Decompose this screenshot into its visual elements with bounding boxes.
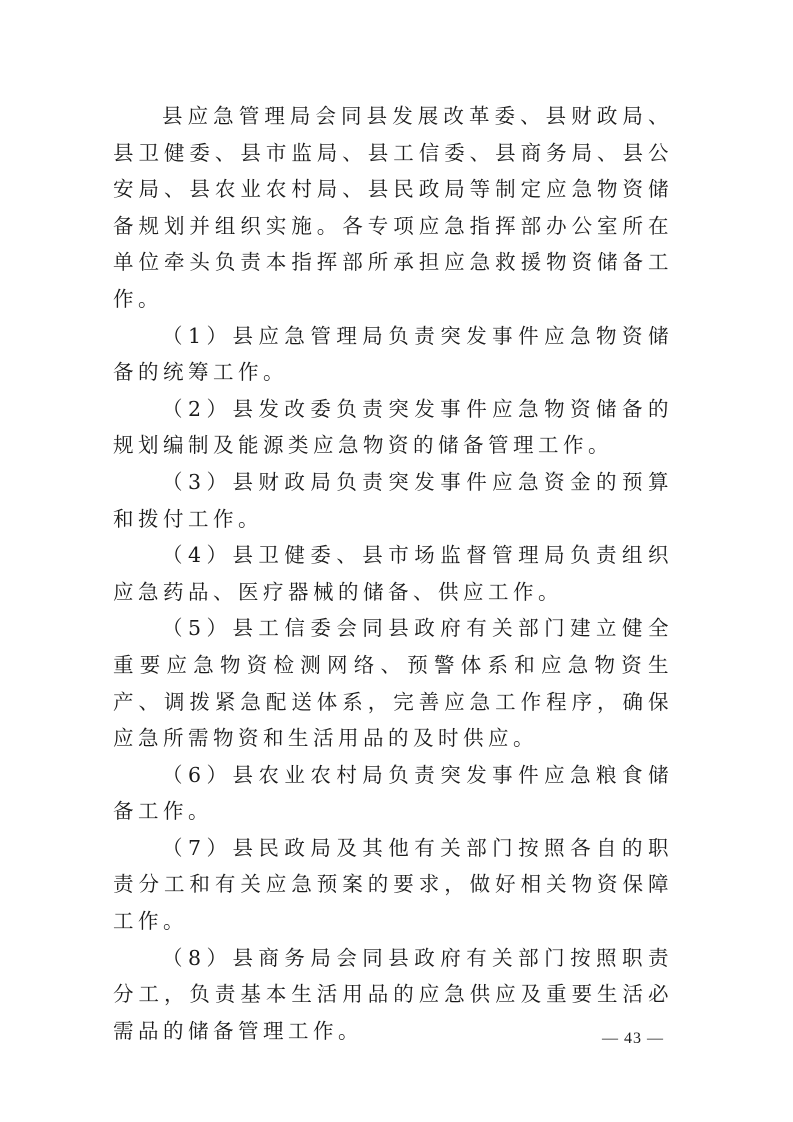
paragraph-item-1: （1）县应急管理局负责突发事件应急物资储备的统筹工作。: [113, 323, 673, 385]
paragraph-item-3: （3）县财政局负责突发事件应急资金的预算和拨付工作。: [113, 469, 673, 531]
paragraph-intro: 县应急管理局会同县发展改革委、县财政局、县卫健委、县市监局、县工信委、县商务局、县公安局、县农业农村局、县民政局等制定应急物资储备规划并组织实施。各专项应急指挥部办公室所在单位牵头负责本指挥部所承担应急救援物资储备工作。: [113, 104, 673, 311]
paragraph-item-2: （2）县发改委负责突发事件应急物资储备的规划编制及能源类应急物资的储备管理工作。: [113, 396, 673, 458]
paragraph-item-5: （5）县工信委会同县政府有关部门建立健全重要应急物资检测网络、预警体系和应急物资生产、调拨紧急配送体系，完善应急工作程序，确保应急所需物资和生活用品的及时供应。: [113, 616, 673, 751]
document-body: [113, 98, 673, 1049]
page-number: — 43 —: [602, 1030, 664, 1047]
paragraph-item-4: （4）县卫健委、县市场监督管理局负责组织应急药品、医疗器械的储备、供应工作。: [113, 543, 673, 604]
paragraph-item-7: （7）县民政局及其他有关部门按照各自的职责分工和有关应急预案的要求，做好相关物资保障工作。: [113, 835, 673, 934]
paragraph-item-8: （8）县商务局会同县政府有关部门按照职责分工，负责基本生活用品的应急供应及重要生活必需品的储备管理工作。: [113, 945, 673, 1043]
paragraph-item-6: （6）县农业农村局负责突发事件应急粮食储备工作。: [113, 762, 673, 824]
